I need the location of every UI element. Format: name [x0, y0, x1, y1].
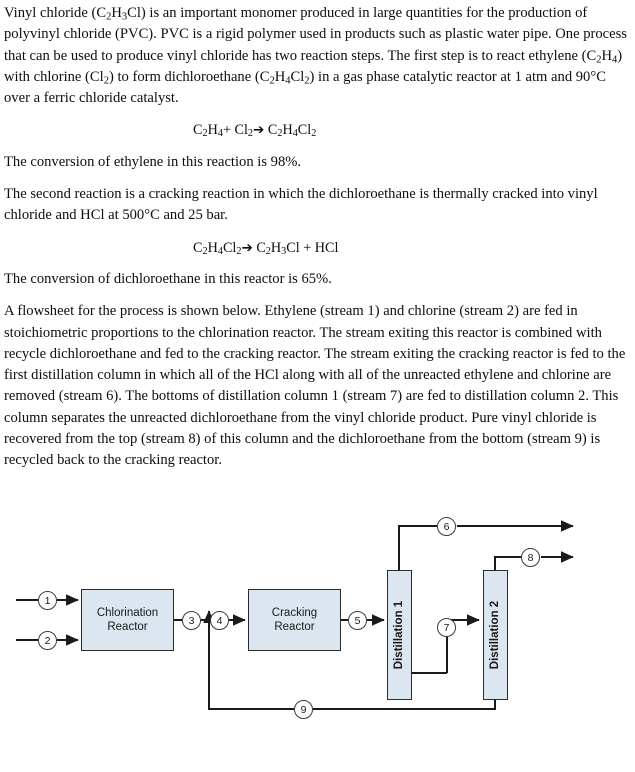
chem-subscript: 4: [217, 128, 223, 140]
chem-subscript: 4: [217, 245, 223, 257]
paragraph-flowsheet-description: A flowsheet for the process is shown below. Ethylene (stream 1) and chlorine (stream 2) are fed in stoichiometric proportions to the chlorination reactor. The stream exiting this reactor is combined with recycle dichloroethane and fed to the cracking reactor. The stream exiting the cracking reactor is fed to the first distillation column in which all of the HCl along with all of the unreacted ethylene and chlorine are removed (stream 6). The bottoms of distillation column 1 (stream 7) are fed to distillation column 2. This column separates the unreacted dichloroethane from the vinyl chloride product. Pure vinyl chloride is recovered from the top (stream 8) of this column and the dichloroethane from the bottom (stream 9) is recycled back to the cracking reactor.: [4, 303, 626, 469]
stream-tag-9[interactable]: 9: [294, 700, 313, 719]
distillation-2-label: Distillation 2: [489, 600, 502, 670]
paragraph-second-reaction: The second reaction is a cracking reaction in which the dichloroethane is thermally cracked into vinyl chloride and HCl at 500°C and 25 bar.: [4, 186, 598, 224]
chem-subscript: 2: [202, 128, 208, 140]
stream-tag-8[interactable]: 8: [521, 548, 540, 567]
chlorination-reactor-label-line2: Reactor: [107, 621, 148, 633]
stream-tag-2[interactable]: 2: [38, 631, 57, 650]
conversion-statement-2: The conversion of dichloroethane in this reactor is 65%.: [4, 270, 332, 287]
distillation-1-label: Distillation 1: [393, 600, 406, 670]
cracking-reactor-label-line2: Reactor: [274, 621, 315, 633]
chem-subscript: 2: [277, 128, 283, 140]
chem-subscript: 2: [304, 75, 310, 87]
equation-1: $C_2H_4+$ $Cl_2➔$ $C_2H_4Cl_2$: [193, 122, 317, 140]
equation-2: $C_2H_4Cl_2➔$ $C_2H_3Cl$ + HCl: [193, 239, 339, 257]
stream-tag-6[interactable]: 6: [437, 517, 456, 536]
chem-subscript: 2: [596, 53, 602, 65]
stream-tag-1[interactable]: 1: [38, 591, 57, 610]
document-text-body: [4, 3, 631, 483]
chem-subscript: 4: [292, 128, 298, 140]
unit-cracking-reactor[interactable]: [248, 589, 341, 651]
unit-chlorination-reactor[interactable]: [81, 589, 174, 651]
paragraph-intro: Vinyl chloride $(C_2H_3Cl)$ is an important monomer produced in large quantities for the production of polyvinyl chloride (PVC). PVC is a rigid polymer used in products such as plastic water pipe. One process that can be used to produce vinyl chloride has two reaction steps. The first step is to react ethylene $(C_2H_4)$ with chlorine $(Cl_2)$ to form dichloroethane $(C_2H_4Cl_2)$ in a gas phase catalytic reactor at 1 atm and 90°C over a ferric chloride catalyst.: [4, 5, 627, 107]
stream-tag-3[interactable]: 3: [182, 611, 201, 630]
chem-subscript: 2: [269, 75, 275, 87]
chem-subscript: 2: [265, 245, 271, 257]
stream-tag-7[interactable]: 7: [437, 618, 456, 637]
chem-subscript: 2: [106, 11, 112, 23]
chem-subscript: 3: [281, 245, 287, 257]
chem-subscript: 2: [247, 128, 253, 140]
chem-subscript: 4: [285, 75, 291, 87]
conversion-statement-1: The conversion of ethylene in this reaction is 98%.: [4, 153, 302, 170]
unit-distillation-column-1[interactable]: [387, 570, 412, 700]
stream-tag-4[interactable]: 4: [210, 611, 229, 630]
process-flowsheet-diagram: [0, 505, 635, 772]
reaction-arrow-icon: ➔: [253, 122, 265, 139]
chem-subscript: 3: [121, 11, 128, 23]
chem-subscript: 2: [236, 245, 242, 257]
chem-subscript: 2: [311, 128, 317, 140]
chlorination-reactor-label-line1: Chlorination: [96, 607, 159, 619]
unit-distillation-column-2[interactable]: [483, 570, 508, 700]
chem-subscript: 4: [612, 53, 618, 65]
cracking-reactor-label-line1: Cracking: [271, 607, 318, 619]
reaction-arrow-icon: ➔: [241, 239, 253, 256]
chem-subscript: 2: [202, 245, 208, 257]
chem-subscript: 2: [103, 75, 109, 87]
stream-tag-5[interactable]: 5: [348, 611, 367, 630]
